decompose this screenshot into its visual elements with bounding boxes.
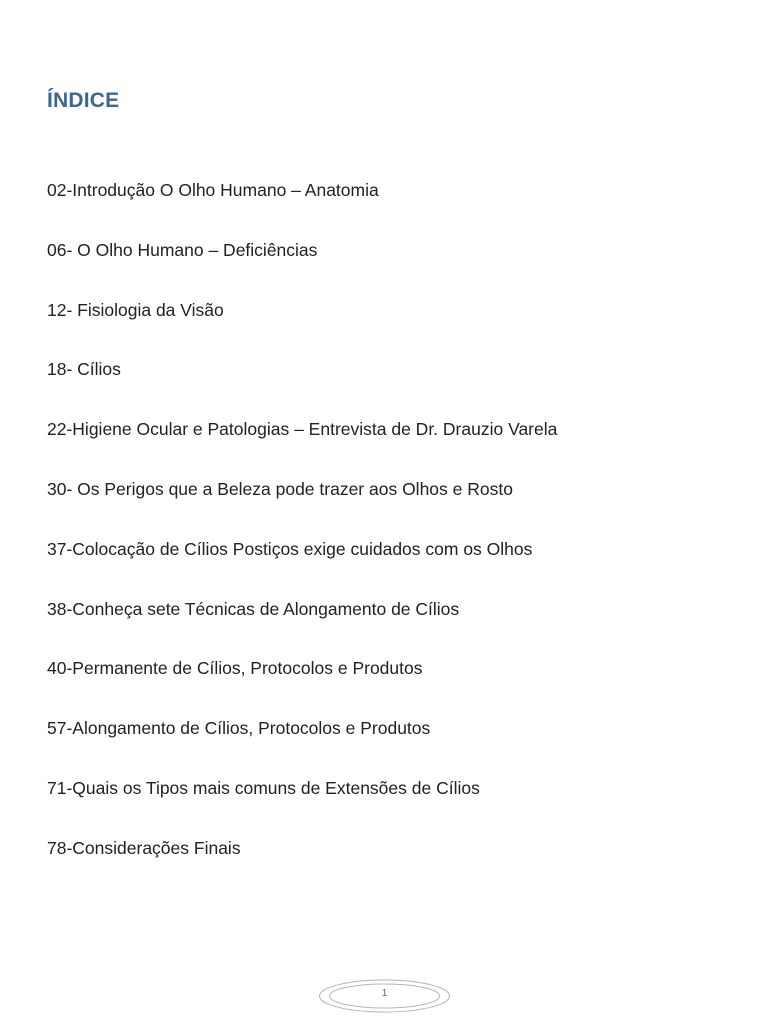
page-number-badge xyxy=(318,978,451,1014)
page-number: 1 xyxy=(381,988,388,999)
table-of-contents xyxy=(47,178,557,896)
toc-entry: 02-Introdução O Olho Humano – Anatomia xyxy=(47,180,379,200)
toc-entry: 78-Considerações Finais xyxy=(47,837,241,858)
toc-entry: 71-Quais os Tipos mais comuns de Extensões de Cílios xyxy=(47,777,480,798)
toc-entry: 40-Permanente de Cílios, Protocolos e Produtos xyxy=(47,658,423,679)
toc-entry: 06- O Olho Humano – Deficiências xyxy=(47,239,318,260)
toc-entry: 22-Higiene Ocular e Patologias – Entrevista de Dr. Drauzio Varela xyxy=(47,419,558,440)
toc-entry: 18- Cílios xyxy=(47,359,121,380)
toc-entry: 12- Fisiologia da Visão xyxy=(47,299,224,320)
page-title: ÍNDICE xyxy=(47,89,120,112)
toc-entry: 57-Alongamento de Cílios, Protocolos e Produtos xyxy=(47,718,431,739)
toc-entry: 30- Os Perigos que a Beleza pode trazer aos Olhos e Rosto xyxy=(47,478,513,499)
toc-entry: 37-Colocação de Cílios Postiços exige cuidados com os Olhos xyxy=(47,538,533,559)
toc-entry: 38-Conheça sete Técnicas de Alongamento de Cílios xyxy=(47,598,460,619)
